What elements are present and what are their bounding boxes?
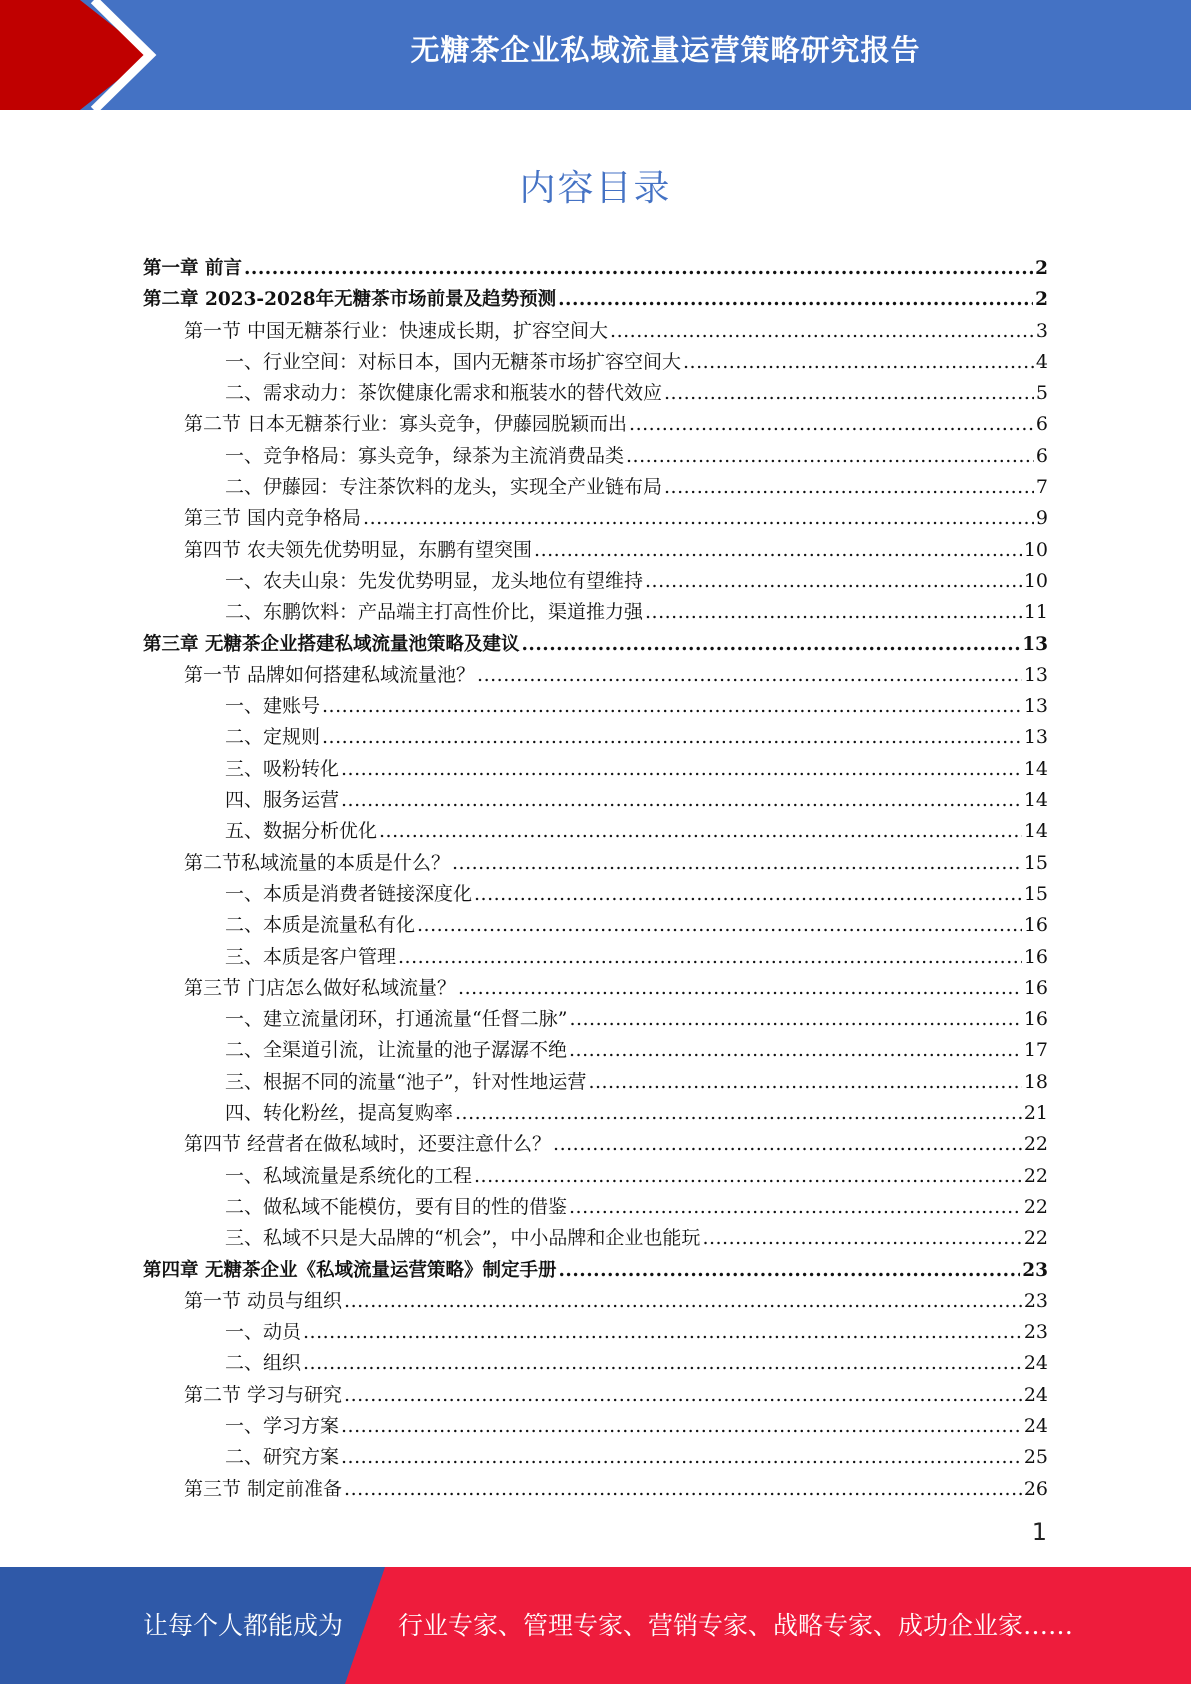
toc-entry[interactable]	[143, 629, 1048, 660]
toc-entry-title: 一、学习方案	[225, 1414, 340, 1437]
toc-entry[interactable]	[143, 472, 1048, 503]
toc-entry-title: 第四节 农夫领先优势明显，东鹏有望突围	[184, 538, 533, 561]
toc-leader-dots	[303, 1317, 1022, 1348]
toc-entry[interactable]	[143, 1348, 1048, 1379]
toc-leader-dots	[379, 816, 1022, 847]
toc-leader-dots	[341, 754, 1022, 785]
toc-entry-page: 22	[1023, 1164, 1048, 1187]
toc-entry[interactable]	[143, 816, 1048, 847]
toc-entry[interactable]	[143, 316, 1048, 347]
toc-entry-page: 4	[1035, 350, 1048, 373]
toc-entry-title: 第二节 日本无糖茶行业：寡头竞争，伊藤园脱颖而出	[184, 413, 628, 436]
toc-entry-title: 一、农夫山泉：先发优势明显，龙头地位有望维持	[225, 569, 644, 592]
toc-leader-dots	[645, 566, 1022, 597]
toc-entry-page: 21	[1023, 1102, 1048, 1125]
toc-entry-title: 二、需求动力：茶饮健康化需求和瓶装水的替代效应	[225, 382, 663, 405]
toc-leader-dots	[664, 378, 1034, 409]
toc-entry-page: 16	[1023, 914, 1048, 937]
toc-entry-page: 17	[1023, 1039, 1048, 1062]
toc-entry[interactable]	[143, 1223, 1048, 1254]
toc-entry-title: 二、组织	[225, 1352, 302, 1375]
toc-entry-page: 23	[1022, 1259, 1048, 1281]
toc-entry-title: 第二节私域流量的本质是什么？	[184, 851, 451, 874]
footer-tagline: 行业专家、管理专家、营销专家、战略专家、成功企业家……	[398, 1611, 1074, 1640]
toc-entry-page: 15	[1023, 882, 1048, 905]
toc-entry-page: 22	[1023, 1133, 1048, 1156]
toc-entry-page: 13	[1023, 726, 1048, 749]
toc-entry-page: 22	[1023, 1195, 1048, 1218]
toc-entry-page: 25	[1023, 1446, 1048, 1469]
toc-entry[interactable]	[143, 942, 1048, 973]
toc-leader-dots	[588, 1067, 1021, 1098]
toc-entry-page: 14	[1023, 757, 1048, 780]
toc-entry[interactable]	[143, 660, 1048, 691]
toc-leader-dots	[521, 629, 1020, 660]
toc-entry[interactable]	[143, 1067, 1048, 1098]
toc-entry-title: 第一节 品牌如何搭建私域流量池？	[184, 663, 476, 686]
toc-leader-dots	[322, 691, 1022, 722]
toc-leader-dots	[477, 660, 1022, 691]
toc-entry[interactable]	[143, 535, 1048, 566]
toc-entry-page: 5	[1035, 382, 1048, 405]
toc-entry-page: 10	[1023, 538, 1048, 561]
toc-leader-dots	[534, 535, 1022, 566]
toc-entry[interactable]	[143, 1161, 1048, 1192]
toc-entry-title: 三、私域不只是大品牌的“机会”，中小品牌和企业也能玩	[225, 1227, 701, 1250]
toc-leader-dots	[683, 347, 1034, 378]
toc-entry[interactable]	[143, 347, 1048, 378]
toc-entry[interactable]	[143, 409, 1048, 440]
toc-entry-page: 11	[1023, 601, 1048, 624]
toc-entry-page: 10	[1023, 569, 1048, 592]
toc-entry-title: 二、全渠道引流，让流量的池子潺潺不绝	[225, 1039, 568, 1062]
toc-entry-page: 6	[1035, 444, 1048, 467]
header-red-arrow	[0, 0, 150, 110]
toc-leader-dots	[417, 910, 1022, 941]
toc-leader-dots	[569, 1004, 1021, 1035]
toc-entry-title: 二、东鹏饮料：产品端主打高性价比，渠道推力强	[225, 601, 644, 624]
toc-entry-page: 16	[1023, 945, 1048, 968]
toc-entry-title: 一、本质是消费者链接深度化	[225, 882, 473, 905]
toc-entry-page: 2	[1035, 289, 1048, 311]
toc-leader-dots	[303, 1348, 1022, 1379]
toc-leader-dots	[569, 1035, 1022, 1066]
toc-entry-title: 三、吸粉转化	[225, 757, 340, 780]
toc-entry-page: 24	[1023, 1352, 1048, 1375]
toc-leader-dots	[702, 1223, 1021, 1254]
toc-title: 内容目录	[519, 168, 672, 209]
toc-entry-page: 24	[1023, 1414, 1048, 1437]
toc-leader-dots	[664, 472, 1034, 503]
toc-entry[interactable]	[143, 1004, 1048, 1035]
toc-entry[interactable]	[143, 879, 1048, 910]
toc-entry-title: 第三章 无糖茶企业搭建私域流量池策略及建议	[143, 633, 520, 655]
toc-entry[interactable]	[143, 378, 1048, 409]
toc-entry-title: 一、私域流量是系统化的工程	[225, 1164, 473, 1187]
toc-leader-dots	[341, 785, 1022, 816]
toc-entry[interactable]	[143, 1286, 1048, 1317]
toc-entry-page: 26	[1023, 1477, 1048, 1500]
toc-leader-dots	[610, 316, 1034, 347]
toc-leader-dots	[553, 1129, 1022, 1160]
toc-leader-dots	[341, 1442, 1022, 1473]
toc-entry-page: 15	[1023, 851, 1048, 874]
toc-entry[interactable]	[143, 722, 1048, 753]
toc-entry[interactable]	[143, 253, 1048, 284]
footer-slogan: 让每个人都能成为	[143, 1611, 344, 1640]
toc-entry-title: 二、本质是流量私有化	[225, 914, 416, 937]
toc-entry[interactable]	[143, 785, 1048, 816]
toc-entry[interactable]	[143, 754, 1048, 785]
toc-entry[interactable]	[143, 1255, 1048, 1286]
toc-entry-title: 一、竞争格局：寡头竞争，绿茶为主流消费品类	[225, 444, 625, 467]
toc-leader-dots	[344, 1286, 1022, 1317]
toc-entry[interactable]	[143, 441, 1048, 472]
toc-entry[interactable]	[143, 1098, 1048, 1129]
toc-entry[interactable]	[143, 691, 1048, 722]
toc-entry[interactable]	[143, 1035, 1048, 1066]
toc-entry-page: 22	[1023, 1227, 1048, 1250]
toc-entry-page: 23	[1023, 1321, 1048, 1344]
header-title: 无糖茶企业私域流量运营策略研究报告	[410, 33, 921, 67]
toc-leader-dots	[344, 1380, 1022, 1411]
toc-leader-dots	[244, 253, 1033, 284]
toc-entry-title: 第三节 制定前准备	[184, 1477, 343, 1500]
toc-leader-dots	[455, 1098, 1022, 1129]
toc-entry-page: 2	[1035, 258, 1048, 279]
toc-entry-page: 16	[1023, 1008, 1048, 1031]
toc-entry-page: 13	[1023, 695, 1048, 718]
toc-entry[interactable]	[143, 1474, 1048, 1505]
toc-entry[interactable]	[143, 973, 1048, 1004]
toc-leader-dots	[558, 1255, 1020, 1286]
toc-entry[interactable]	[143, 503, 1048, 534]
toc-entry-title: 四、服务运营	[225, 789, 340, 812]
toc-entry-title: 第四章 无糖茶企业《私域流量运营策略》制定手册	[143, 1259, 557, 1281]
toc-entry-title: 四、转化粉丝，提高复购率	[225, 1102, 454, 1125]
toc-entry-title: 二、定规则	[225, 726, 321, 749]
toc-entry-page: 24	[1023, 1383, 1048, 1406]
toc-entry-title: 二、研究方案	[225, 1446, 340, 1469]
toc-entry-title: 第三节 门店怎么做好私域流量？	[184, 976, 457, 999]
toc-leader-dots	[569, 1192, 1022, 1223]
toc-entry[interactable]	[143, 1442, 1048, 1473]
toc-entry[interactable]	[143, 1192, 1048, 1223]
toc-entry-title: 第一节 动员与组织	[184, 1289, 343, 1312]
toc-entry-page: 13	[1023, 663, 1048, 686]
page-number: 1	[1031, 1518, 1047, 1546]
toc-entry-title: 三、本质是客户管理	[225, 945, 397, 968]
toc-entry[interactable]	[143, 848, 1048, 879]
toc-entry-title: 第三节 国内竞争格局	[184, 507, 362, 530]
toc-entry-page: 14	[1023, 789, 1048, 812]
toc-entry-title: 二、做私域不能模仿，要有目的性的借鉴	[225, 1195, 568, 1218]
toc-entry-page: 3	[1035, 319, 1048, 342]
page-footer	[0, 1567, 1191, 1684]
toc-leader-dots	[474, 1161, 1022, 1192]
toc-leader-dots	[558, 284, 1033, 315]
toc-entry-title: 第二节 学习与研究	[184, 1383, 343, 1406]
toc-entry-page: 14	[1023, 820, 1048, 843]
toc-entry-title: 二、伊藤园：专注茶饮料的龙头，实现全产业链布局	[225, 476, 663, 499]
toc-entry-title: 第二章 2023-2028年无糖茶市场前景及趋势预测	[143, 289, 557, 311]
toc-entry-page: 16	[1023, 976, 1048, 999]
toc-leader-dots	[398, 942, 1022, 973]
toc-entry-page: 13	[1022, 633, 1048, 655]
toc-entry[interactable]	[143, 597, 1048, 628]
toc-leader-dots	[341, 1411, 1022, 1442]
toc-entry[interactable]	[143, 284, 1048, 315]
toc-entry[interactable]	[143, 1129, 1048, 1160]
table-of-contents	[143, 253, 1048, 1505]
toc-leader-dots	[474, 879, 1022, 910]
toc-leader-dots	[363, 503, 1034, 534]
toc-entry-title: 五、数据分析优化	[225, 820, 378, 843]
toc-leader-dots	[344, 1474, 1022, 1505]
toc-entry-page: 7	[1035, 476, 1048, 499]
toc-entry-page: 18	[1023, 1070, 1048, 1093]
toc-entry-page: 23	[1023, 1289, 1048, 1312]
toc-entry[interactable]	[143, 1380, 1048, 1411]
toc-entry-title: 第一节 中国无糖茶行业：快速成长期，扩容空间大	[184, 319, 609, 342]
toc-leader-dots	[629, 409, 1034, 440]
toc-leader-dots	[458, 973, 1022, 1004]
toc-entry-title: 一、动员	[225, 1321, 302, 1344]
toc-entry-page: 6	[1035, 413, 1048, 436]
toc-leader-dots	[322, 722, 1022, 753]
toc-entry-title: 三、根据不同的流量“池子”，针对性地运营	[225, 1070, 587, 1093]
toc-entry-title: 一、建立流量闭环，打通流量“任督二脉”	[225, 1008, 568, 1031]
toc-entry[interactable]	[143, 1411, 1048, 1442]
toc-leader-dots	[452, 848, 1022, 879]
toc-entry-title: 第一章 前言	[143, 258, 242, 279]
toc-leader-dots	[645, 597, 1022, 628]
toc-entry-title: 一、建账号	[225, 695, 321, 718]
toc-leader-dots	[626, 441, 1034, 472]
toc-entry[interactable]	[143, 566, 1048, 597]
toc-entry-page: 9	[1035, 507, 1048, 530]
toc-entry[interactable]	[143, 910, 1048, 941]
toc-entry-title: 一、行业空间：对标日本，国内无糖茶市场扩容空间大	[225, 350, 682, 373]
page-header	[0, 0, 1191, 110]
toc-entry-title: 第四节 经营者在做私域时，还要注意什么？	[184, 1133, 552, 1156]
toc-entry[interactable]	[143, 1317, 1048, 1348]
